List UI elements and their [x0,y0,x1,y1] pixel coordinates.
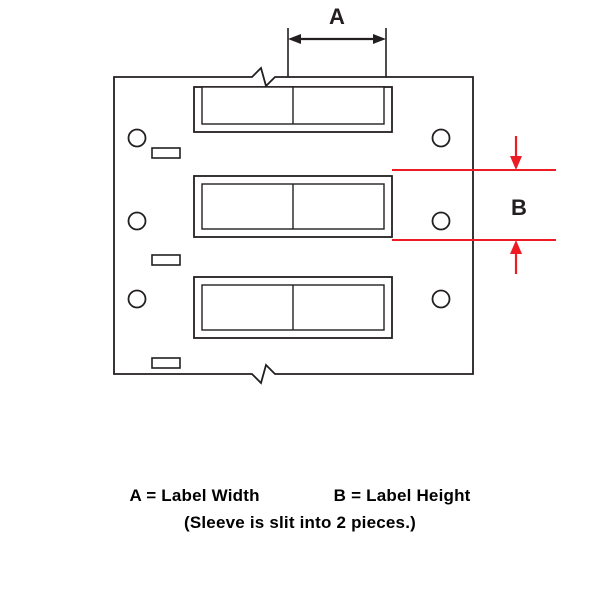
dimension-a-group [288,4,386,78]
label-row-bottom [194,277,392,338]
dimension-b-arrowhead-lower [510,240,522,254]
registration-slot [152,148,180,158]
dimension-b-label: B [511,195,527,220]
sprocket-hole [433,291,450,308]
sprocket-hole [129,213,146,230]
legend-a-definition: A = Label Width [129,486,260,505]
dimension-a-arrowhead-right [373,34,386,44]
registration-slot [152,255,180,265]
registration-slot [152,358,180,368]
sprocket-hole [433,213,450,230]
legend-note: (Sleeve is slit into 2 pieces.) [183,513,416,532]
dimension-a-label: A [329,4,345,29]
legend-definitions-row [0,486,600,506]
legend-block [0,486,600,533]
dimension-b-arrowhead-upper [510,156,522,170]
sprocket-hole [129,291,146,308]
dimension-a-arrowhead-left [288,34,301,44]
sprocket-hole [129,130,146,147]
legend-b-definition: B = Label Height [333,486,471,505]
sprocket-hole [433,130,450,147]
label-row-middle [194,176,392,237]
label-row-top [194,87,392,132]
